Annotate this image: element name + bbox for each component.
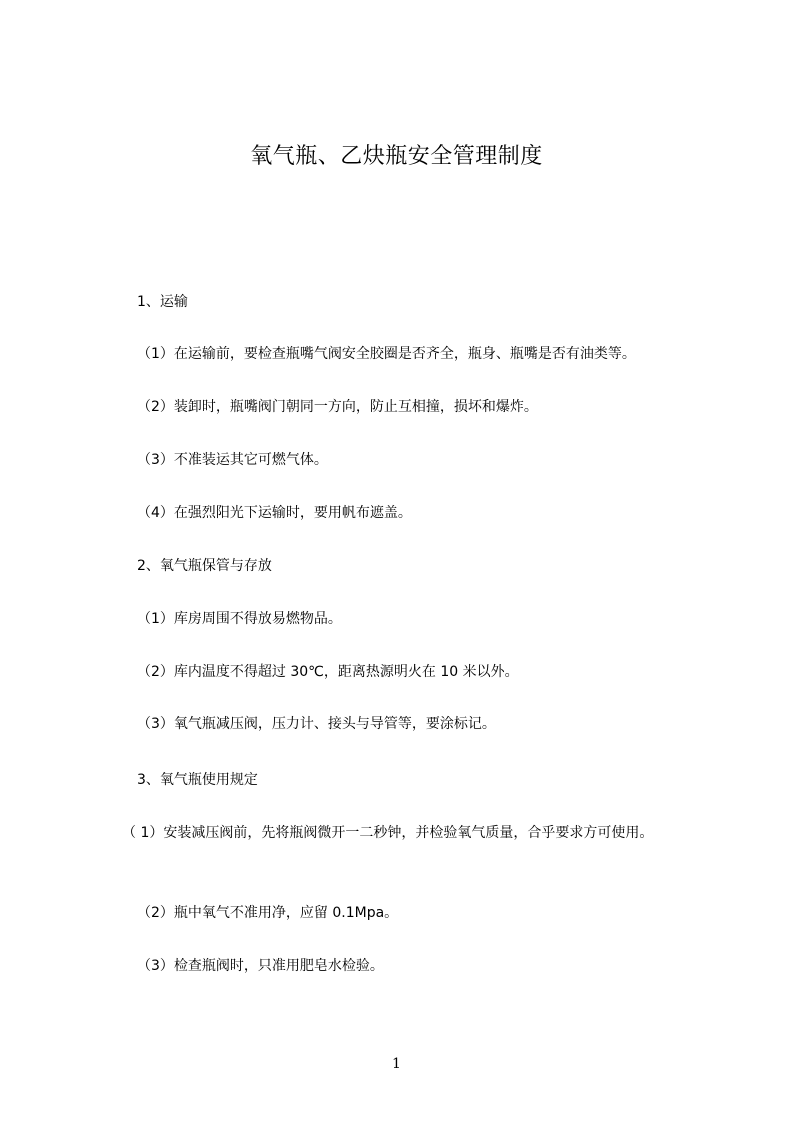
page-number: 1 bbox=[392, 1056, 401, 1072]
usage-item-2: （2）瓶中氧气不准用净，应留 0.1Mpa。 bbox=[137, 905, 399, 921]
storage-item-2: （2）库内温度不得超过 30℃，距离热源明火在 10 米以外。 bbox=[137, 664, 519, 680]
section-heading-transport: 1、运输 bbox=[137, 294, 188, 310]
transport-item-4: （4）在强烈阳光下运输时，要用帆布遮盖。 bbox=[137, 505, 412, 521]
section-heading-usage: 3、氧气瓶使用规定 bbox=[137, 772, 258, 788]
storage-item-1: （1）库房周围不得放易燃物品。 bbox=[137, 611, 342, 627]
usage-item-3: （3）检查瓶阀时，只准用肥皂水检验。 bbox=[137, 958, 384, 974]
section-heading-storage: 2、氧气瓶保管与存放 bbox=[137, 558, 272, 574]
document-title: 氧气瓶、乙炔瓶安全管理制度 bbox=[250, 144, 543, 169]
transport-item-2: （2）装卸时，瓶嘴阀门朝同一方向，防止互相撞，损坏和爆炸。 bbox=[137, 399, 538, 415]
storage-item-3: （3）氧气瓶减压阀，压力计、接头与导管等，要涂标记。 bbox=[137, 716, 496, 732]
usage-item-1: （ 1）安装减压阀前，先将瓶阀微开一二秒钟，并检验氧气质量，合乎要求方可使用。 bbox=[122, 825, 654, 841]
transport-item-1: （1）在运输前，要检查瓶嘴气阀安全胶圈是否齐全，瓶身、瓶嘴是否有油类等。 bbox=[137, 346, 636, 362]
transport-item-3: （3）不准装运其它可燃气体。 bbox=[137, 452, 328, 468]
